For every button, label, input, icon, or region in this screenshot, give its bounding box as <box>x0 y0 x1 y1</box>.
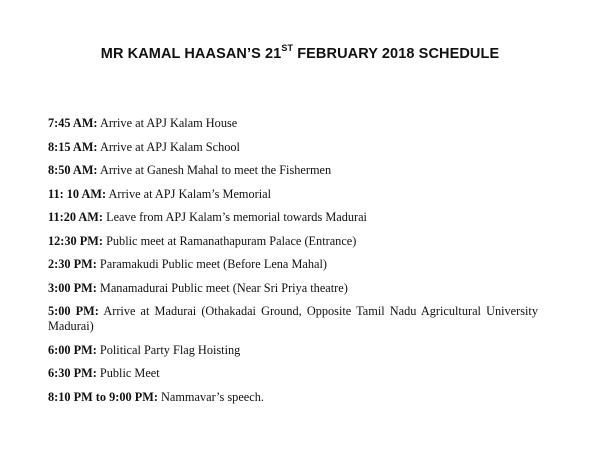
schedule-text: Arrive at APJ Kalam House <box>99 116 238 130</box>
title-superscript: ST <box>281 43 294 53</box>
schedule-text: Nammavar’s speech. <box>161 389 264 404</box>
schedule-entry <box>48 390 538 405</box>
schedule-time: 8:10 PM to 9:00 PM: <box>48 389 158 404</box>
schedule-time: 3:00 PM: <box>48 280 97 295</box>
schedule-entry <box>48 304 538 334</box>
schedule-entry <box>48 210 538 225</box>
schedule-entry <box>48 281 538 296</box>
schedule-time: 6:00 PM: <box>48 342 97 357</box>
schedule-time: 11:20 AM: <box>48 210 103 224</box>
title-prefix: MR KAMAL HAASAN’S 21 <box>100 45 282 62</box>
schedule-text: Arrive at Madurai (Othakadai Ground, Opposite Tamil Nadu Agricultural University Madurai) <box>48 304 538 333</box>
schedule-text: Arrive at APJ Kalam’s Memorial <box>108 186 272 201</box>
schedule-time: 12:30 PM: <box>48 233 103 248</box>
schedule-entry <box>48 234 538 249</box>
schedule-time: 8:50 AM: <box>48 163 98 177</box>
schedule-time: 8:15 AM: <box>48 139 98 154</box>
schedule-time: 2:30 PM: <box>48 257 97 271</box>
schedule-entry <box>48 366 538 381</box>
schedule-time: 6:30 PM: <box>48 366 97 380</box>
document-title <box>0 44 600 62</box>
schedule-time: 5:00 PM: <box>48 304 99 318</box>
schedule-text: Arrive at APJ Kalam School <box>99 139 240 154</box>
schedule-entry <box>48 257 538 272</box>
schedule-list <box>48 116 538 413</box>
schedule-text: Public Meet <box>99 366 160 380</box>
title-suffix: FEBRUARY 2018 SCHEDULE <box>297 45 500 62</box>
schedule-entry <box>48 140 538 155</box>
schedule-time: 11: 10 AM: <box>48 186 107 201</box>
schedule-text: Manamadurai Public meet (Near Sri Priya theatre) <box>99 280 348 295</box>
schedule-entry <box>48 343 538 358</box>
schedule-text: Arrive at Ganesh Mahal to meet the Fishermen <box>99 163 332 177</box>
schedule-text: Leave from APJ Kalam’s memorial towards Madurai <box>106 210 367 224</box>
schedule-entry <box>48 116 538 131</box>
schedule-text: Political Party Flag Hoisting <box>99 342 241 357</box>
schedule-text: Paramakudi Public meet (Before Lena Mahal) <box>99 257 327 271</box>
schedule-entry <box>48 187 538 202</box>
schedule-time: 7:45 AM: <box>48 116 98 130</box>
schedule-entry <box>48 163 538 178</box>
schedule-text: Public meet at Ramanathapuram Palace (Entrance) <box>106 233 357 248</box>
